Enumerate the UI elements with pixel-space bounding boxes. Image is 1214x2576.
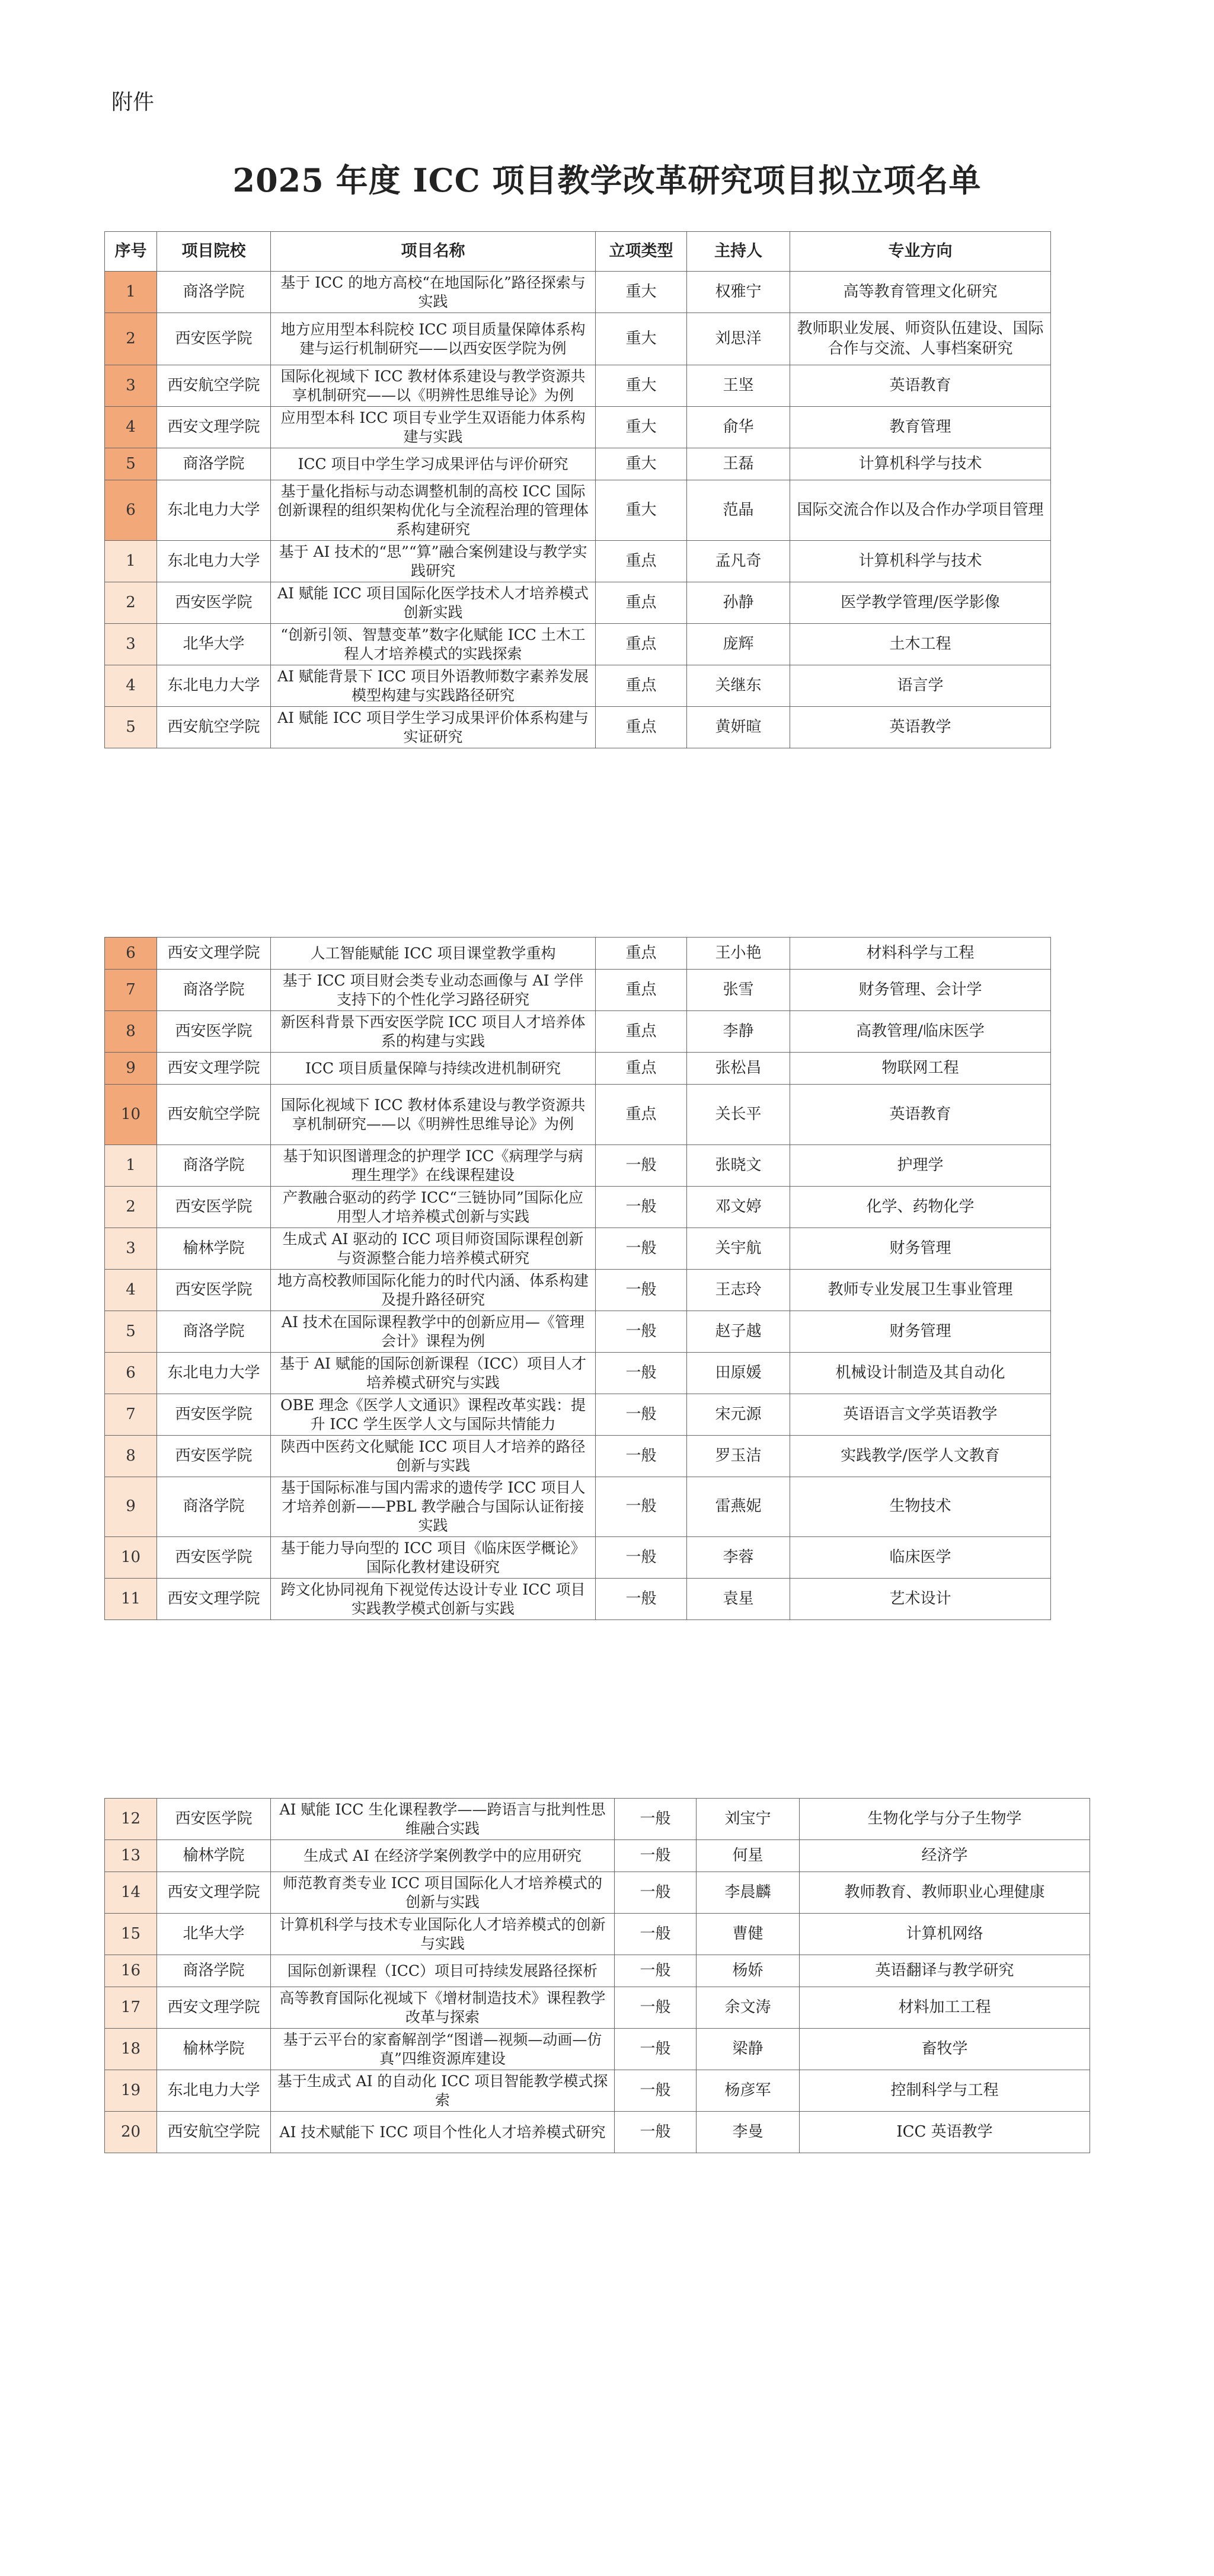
project-type-cell: 重点 bbox=[596, 938, 687, 970]
row-number: 18 bbox=[105, 2029, 157, 2070]
table-row bbox=[105, 365, 1051, 407]
major-cell: 英语教育 bbox=[790, 1085, 1051, 1145]
host-cell: 刘思洋 bbox=[687, 313, 790, 365]
row-number: 6 bbox=[105, 1353, 157, 1394]
row-number: 9 bbox=[105, 1477, 157, 1537]
project-table-part3 bbox=[104, 1798, 1090, 2153]
host-cell: 李蓉 bbox=[687, 1537, 790, 1579]
host-cell: 关继东 bbox=[687, 665, 790, 707]
school-cell: 东北电力大学 bbox=[157, 665, 271, 707]
header-major: 专业方向 bbox=[790, 232, 1051, 272]
project-type-cell: 一般 bbox=[596, 1394, 687, 1436]
table-row bbox=[105, 313, 1051, 365]
major-cell: 机械设计制造及其自动化 bbox=[790, 1353, 1051, 1394]
table-row bbox=[105, 1011, 1051, 1053]
project-type-cell: 重点 bbox=[596, 1053, 687, 1085]
table-body bbox=[105, 1799, 1090, 2153]
project-name-cell: 国际创新课程（ICC）项目可持续发展路径探析 bbox=[271, 1955, 615, 1987]
row-number: 20 bbox=[105, 2112, 157, 2153]
row-number: 3 bbox=[105, 624, 157, 665]
project-name-cell: AI 技术赋能下 ICC 项目个性化人才培养模式研究 bbox=[271, 2112, 615, 2153]
school-cell: 西安航空学院 bbox=[157, 707, 271, 748]
project-name-cell: 基于生成式 AI 的自动化 ICC 项目智能教学模式探索 bbox=[271, 2070, 615, 2112]
row-number: 10 bbox=[105, 1085, 157, 1145]
host-cell: 王志玲 bbox=[687, 1270, 790, 1311]
host-cell: 杨彦军 bbox=[697, 2070, 800, 2112]
row-number: 3 bbox=[105, 365, 157, 407]
table-row bbox=[105, 541, 1051, 582]
host-cell: 俞华 bbox=[687, 407, 790, 448]
table-row bbox=[105, 707, 1051, 748]
row-number: 7 bbox=[105, 970, 157, 1011]
table-row bbox=[105, 2070, 1090, 2112]
host-cell: 王坚 bbox=[687, 365, 790, 407]
project-name-cell: 基于 ICC 项目财会类专业动态画像与 AI 学伴支持下的个性化学习路径研究 bbox=[271, 970, 596, 1011]
major-cell: 教育管理 bbox=[790, 407, 1051, 448]
host-cell: 庞辉 bbox=[687, 624, 790, 665]
project-type-cell: 一般 bbox=[596, 1145, 687, 1187]
school-cell: 榆林学院 bbox=[157, 1840, 271, 1872]
table-row bbox=[105, 582, 1051, 624]
row-number: 5 bbox=[105, 707, 157, 748]
school-cell: 东北电力大学 bbox=[157, 2070, 271, 2112]
major-cell: 教师职业发展、师资队伍建设、国际合作与交流、人事档案研究 bbox=[790, 313, 1051, 365]
table-row bbox=[105, 1872, 1090, 1914]
project-name-cell: 陕西中医药文化赋能 ICC 项目人才培养的路径创新与实践 bbox=[271, 1436, 596, 1477]
school-cell: 商洛学院 bbox=[157, 1955, 271, 1987]
host-cell: 关宇航 bbox=[687, 1228, 790, 1270]
table-row bbox=[105, 1353, 1051, 1394]
project-name-cell: 高等教育国际化视域下《增材制造技术》课程教学改革与探索 bbox=[271, 1987, 615, 2029]
table-row bbox=[105, 1436, 1051, 1477]
row-number: 5 bbox=[105, 1311, 157, 1353]
row-number: 17 bbox=[105, 1987, 157, 2029]
row-number: 4 bbox=[105, 665, 157, 707]
school-cell: 商洛学院 bbox=[157, 1145, 271, 1187]
project-type-cell: 重点 bbox=[596, 582, 687, 624]
project-type-cell: 重大 bbox=[596, 313, 687, 365]
major-cell: 材料科学与工程 bbox=[790, 938, 1051, 970]
host-cell: 关长平 bbox=[687, 1085, 790, 1145]
table-row bbox=[105, 2029, 1090, 2070]
table-row bbox=[105, 1840, 1090, 1872]
major-cell: 土木工程 bbox=[790, 624, 1051, 665]
major-cell: 生物化学与分子生物学 bbox=[800, 1799, 1090, 1840]
table-row bbox=[105, 1987, 1090, 2029]
major-cell: ICC 英语教学 bbox=[800, 2112, 1090, 2153]
major-cell: 国际交流合作以及合作办学项目管理 bbox=[790, 480, 1051, 541]
major-cell: 计算机科学与技术 bbox=[790, 541, 1051, 582]
major-cell: 语言学 bbox=[790, 665, 1051, 707]
school-cell: 东北电力大学 bbox=[157, 1353, 271, 1394]
table-row bbox=[105, 1187, 1051, 1228]
row-number: 1 bbox=[105, 541, 157, 582]
project-type-cell: 重大 bbox=[596, 365, 687, 407]
row-number: 2 bbox=[105, 1187, 157, 1228]
project-type-cell: 一般 bbox=[615, 1987, 697, 2029]
table-row bbox=[105, 1579, 1051, 1620]
major-cell: 生物技术 bbox=[790, 1477, 1051, 1537]
row-number: 19 bbox=[105, 2070, 157, 2112]
major-cell: 教师专业发展卫生事业管理 bbox=[790, 1270, 1051, 1311]
project-type-cell: 一般 bbox=[615, 1955, 697, 1987]
project-name-cell: 新医科背景下西安医学院 ICC 项目人才培养体系的构建与实践 bbox=[271, 1011, 596, 1053]
project-type-cell: 一般 bbox=[615, 1799, 697, 1840]
table-header-row bbox=[105, 232, 1051, 272]
project-type-cell: 一般 bbox=[596, 1187, 687, 1228]
table-row bbox=[105, 665, 1051, 707]
table-row bbox=[105, 938, 1051, 970]
project-name-cell: 跨文化协同视角下视觉传达设计专业 ICC 项目实践教学模式创新与实践 bbox=[271, 1579, 596, 1620]
project-type-cell: 重大 bbox=[596, 272, 687, 313]
table-row bbox=[105, 1477, 1051, 1537]
project-name-cell: 基于国际标准与国内需求的遗传学 ICC 项目人才培养创新——PBL 教学融合与国际认证衔接实践 bbox=[271, 1477, 596, 1537]
row-number: 12 bbox=[105, 1799, 157, 1840]
project-table-part2 bbox=[104, 937, 1051, 1620]
host-cell: 张雪 bbox=[687, 970, 790, 1011]
school-cell: 西安医学院 bbox=[157, 1011, 271, 1053]
major-cell: 艺术设计 bbox=[790, 1579, 1051, 1620]
school-cell: 商洛学院 bbox=[157, 970, 271, 1011]
host-cell: 刘宝宁 bbox=[697, 1799, 800, 1840]
host-cell: 权雅宁 bbox=[687, 272, 790, 313]
table-row bbox=[105, 2112, 1090, 2153]
project-type-cell: 重点 bbox=[596, 1085, 687, 1145]
row-number: 3 bbox=[105, 1228, 157, 1270]
project-name-cell: 产教融合驱动的药学 ICC“三链协同”国际化应用型人才培养模式创新与实践 bbox=[271, 1187, 596, 1228]
project-name-cell: 基于云平台的家畜解剖学“图谱—视频—动画—仿真”四维资源库建设 bbox=[271, 2029, 615, 2070]
row-number: 8 bbox=[105, 1436, 157, 1477]
project-name-cell: 国际化视域下 ICC 教材体系建设与教学资源共享机制研究——以《明辨性思维导论》为例 bbox=[271, 365, 596, 407]
row-number: 1 bbox=[105, 272, 157, 313]
project-name-cell: AI 赋能 ICC 项目学生学习成果评价体系构建与实证研究 bbox=[271, 707, 596, 748]
header-project-name: 项目名称 bbox=[271, 232, 596, 272]
major-cell: 计算机科学与技术 bbox=[790, 448, 1051, 480]
project-name-cell: 人工智能赋能 ICC 项目课堂教学重构 bbox=[271, 938, 596, 970]
row-number: 14 bbox=[105, 1872, 157, 1914]
table-row bbox=[105, 1145, 1051, 1187]
major-cell: 计算机网络 bbox=[800, 1914, 1090, 1955]
school-cell: 西安医学院 bbox=[157, 1537, 271, 1579]
project-name-cell: 地方应用型本科院校 ICC 项目质量保障体系构建与运行机制研究——以西安医学院为例 bbox=[271, 313, 596, 365]
project-name-cell: OBE 理念《医学人文通识》课程改革实践：提升 ICC 学生医学人文与国际共情能力 bbox=[271, 1394, 596, 1436]
school-cell: 西安医学院 bbox=[157, 1436, 271, 1477]
project-name-cell: 基于知识图谱理念的护理学 ICC《病理学与病理生理学》在线课程建设 bbox=[271, 1145, 596, 1187]
table-row bbox=[105, 1085, 1051, 1145]
host-cell: 赵子越 bbox=[687, 1311, 790, 1353]
project-type-cell: 一般 bbox=[615, 2029, 697, 2070]
host-cell: 杨娇 bbox=[697, 1955, 800, 1987]
host-cell: 张晓文 bbox=[687, 1145, 790, 1187]
row-number: 11 bbox=[105, 1579, 157, 1620]
project-type-cell: 一般 bbox=[596, 1436, 687, 1477]
row-number: 4 bbox=[105, 407, 157, 448]
table-row bbox=[105, 1270, 1051, 1311]
project-name-cell: AI 赋能 ICC 生化课程教学——跨语言与批判性思维融合实践 bbox=[271, 1799, 615, 1840]
school-cell: 商洛学院 bbox=[157, 272, 271, 313]
host-cell: 田原媛 bbox=[687, 1353, 790, 1394]
table-row bbox=[105, 1053, 1051, 1085]
school-cell: 东北电力大学 bbox=[157, 480, 271, 541]
host-cell: 范晶 bbox=[687, 480, 790, 541]
row-number: 16 bbox=[105, 1955, 157, 1987]
major-cell: 英语教育 bbox=[790, 365, 1051, 407]
school-cell: 东北电力大学 bbox=[157, 541, 271, 582]
major-cell: 材料加工工程 bbox=[800, 1987, 1090, 2029]
row-number: 6 bbox=[105, 480, 157, 541]
project-type-cell: 一般 bbox=[596, 1537, 687, 1579]
project-name-cell: 计算机科学与技术专业国际化人才培养模式的创新与实践 bbox=[271, 1914, 615, 1955]
row-number: 7 bbox=[105, 1394, 157, 1436]
school-cell: 西安医学院 bbox=[157, 582, 271, 624]
school-cell: 榆林学院 bbox=[157, 1228, 271, 1270]
host-cell: 李晨麟 bbox=[697, 1872, 800, 1914]
header-school: 项目院校 bbox=[157, 232, 271, 272]
annex-label: 附件 bbox=[111, 90, 155, 114]
school-cell: 西安文理学院 bbox=[157, 938, 271, 970]
major-cell: 教师教育、教师职业心理健康 bbox=[800, 1872, 1090, 1914]
row-number: 6 bbox=[105, 938, 157, 970]
major-cell: 实践教学/医学人文教育 bbox=[790, 1436, 1051, 1477]
school-cell: 商洛学院 bbox=[157, 1477, 271, 1537]
page-title: 2025 年度 ICC 项目教学改革研究项目拟立项名单 bbox=[232, 161, 982, 199]
project-name-cell: 基于 AI 赋能的国际创新课程（ICC）项目人才培养模式研究与实践 bbox=[271, 1353, 596, 1394]
row-number: 13 bbox=[105, 1840, 157, 1872]
host-cell: 梁静 bbox=[697, 2029, 800, 2070]
row-number: 2 bbox=[105, 582, 157, 624]
school-cell: 北华大学 bbox=[157, 624, 271, 665]
major-cell: 财务管理、会计学 bbox=[790, 970, 1051, 1011]
major-cell: 护理学 bbox=[790, 1145, 1051, 1187]
project-name-cell: 基于 ICC 的地方高校“在地国际化”路径探索与实践 bbox=[271, 272, 596, 313]
project-name-cell: 基于 AI 技术的“思”“算”融合案例建设与教学实践研究 bbox=[271, 541, 596, 582]
major-cell: 高教管理/临床医学 bbox=[790, 1011, 1051, 1053]
project-type-cell: 一般 bbox=[615, 1914, 697, 1955]
row-number: 4 bbox=[105, 1270, 157, 1311]
major-cell: 经济学 bbox=[800, 1840, 1090, 1872]
project-name-cell: ICC 项目中学生学习成果评估与评价研究 bbox=[271, 448, 596, 480]
school-cell: 商洛学院 bbox=[157, 1311, 271, 1353]
project-type-cell: 一般 bbox=[596, 1270, 687, 1311]
table-body bbox=[105, 938, 1051, 1620]
project-type-cell: 一般 bbox=[615, 2112, 697, 2153]
host-cell: 孟凡奇 bbox=[687, 541, 790, 582]
major-cell: 财务管理 bbox=[790, 1228, 1051, 1270]
host-cell: 袁星 bbox=[687, 1579, 790, 1620]
table-row bbox=[105, 1228, 1051, 1270]
school-cell: 西安文理学院 bbox=[157, 407, 271, 448]
project-name-cell: “创新引领、智慧变革”数字化赋能 ICC 土木工程人才培养模式的实践探索 bbox=[271, 624, 596, 665]
project-type-cell: 一般 bbox=[596, 1228, 687, 1270]
project-type-cell: 重点 bbox=[596, 541, 687, 582]
table-row bbox=[105, 624, 1051, 665]
table-row bbox=[105, 272, 1051, 313]
major-cell: 医学教学管理/医学影像 bbox=[790, 582, 1051, 624]
major-cell: 控制科学与工程 bbox=[800, 2070, 1090, 2112]
project-type-cell: 重大 bbox=[596, 448, 687, 480]
table-row bbox=[105, 407, 1051, 448]
project-type-cell: 重大 bbox=[596, 407, 687, 448]
project-type-cell: 重点 bbox=[596, 1011, 687, 1053]
project-table-part1 bbox=[104, 231, 1051, 748]
row-number: 9 bbox=[105, 1053, 157, 1085]
table-row bbox=[105, 480, 1051, 541]
project-name-cell: 地方高校教师国际化能力的时代内涵、体系构建及提升路径研究 bbox=[271, 1270, 596, 1311]
table-row bbox=[105, 1311, 1051, 1353]
project-name-cell: 生成式 AI 驱动的 ICC 项目师资国际课程创新与资源整合能力培养模式研究 bbox=[271, 1228, 596, 1270]
project-name-cell: 师范教育类专业 ICC 项目国际化人才培养模式的创新与实践 bbox=[271, 1872, 615, 1914]
host-cell: 黄妍暄 bbox=[687, 707, 790, 748]
project-name-cell: AI 赋能 ICC 项目国际化医学技术人才培养模式创新实践 bbox=[271, 582, 596, 624]
row-number: 2 bbox=[105, 313, 157, 365]
header-type: 立项类型 bbox=[596, 232, 687, 272]
major-cell: 财务管理 bbox=[790, 1311, 1051, 1353]
host-cell: 罗玉洁 bbox=[687, 1436, 790, 1477]
school-cell: 西安文理学院 bbox=[157, 1053, 271, 1085]
header-no: 序号 bbox=[105, 232, 157, 272]
project-type-cell: 重点 bbox=[596, 665, 687, 707]
table-row bbox=[105, 1799, 1090, 1840]
table-row bbox=[105, 970, 1051, 1011]
major-cell: 畜牧学 bbox=[800, 2029, 1090, 2070]
project-type-cell: 一般 bbox=[615, 1840, 697, 1872]
project-name-cell: 基于量化指标与动态调整机制的高校 ICC 国际创新课程的组织架构优化与全流程治理的管理体系构建研究 bbox=[271, 480, 596, 541]
project-name-cell: 国际化视域下 ICC 教材体系建设与教学资源共享机制研究——以《明辨性思维导论》为例 bbox=[271, 1085, 596, 1145]
table-row bbox=[105, 1394, 1051, 1436]
row-number: 8 bbox=[105, 1011, 157, 1053]
row-number: 10 bbox=[105, 1537, 157, 1579]
project-type-cell: 一般 bbox=[596, 1353, 687, 1394]
table-row bbox=[105, 1537, 1051, 1579]
school-cell: 西安航空学院 bbox=[157, 2112, 271, 2153]
project-name-cell: AI 赋能背景下 ICC 项目外语教师数字素养发展模型构建与实践路径研究 bbox=[271, 665, 596, 707]
major-cell: 高等教育管理文化研究 bbox=[790, 272, 1051, 313]
table-row bbox=[105, 1914, 1090, 1955]
row-number: 15 bbox=[105, 1914, 157, 1955]
host-cell: 张松昌 bbox=[687, 1053, 790, 1085]
school-cell: 西安医学院 bbox=[157, 1394, 271, 1436]
project-type-cell: 一般 bbox=[596, 1311, 687, 1353]
school-cell: 商洛学院 bbox=[157, 448, 271, 480]
project-type-cell: 重点 bbox=[596, 970, 687, 1011]
host-cell: 余文涛 bbox=[697, 1987, 800, 2029]
table-body bbox=[105, 272, 1051, 748]
major-cell: 英语教学 bbox=[790, 707, 1051, 748]
table-row bbox=[105, 448, 1051, 480]
project-name-cell: ICC 项目质量保障与持续改进机制研究 bbox=[271, 1053, 596, 1085]
major-cell: 临床医学 bbox=[790, 1537, 1051, 1579]
project-type-cell: 重点 bbox=[596, 707, 687, 748]
project-name-cell: AI 技术在国际课程教学中的创新应用—《管理会计》课程为例 bbox=[271, 1311, 596, 1353]
school-cell: 西安文理学院 bbox=[157, 1579, 271, 1620]
major-cell: 英语语言文学英语教学 bbox=[790, 1394, 1051, 1436]
school-cell: 西安航空学院 bbox=[157, 365, 271, 407]
project-type-cell: 一般 bbox=[596, 1579, 687, 1620]
school-cell: 西安文理学院 bbox=[157, 1987, 271, 2029]
host-cell: 孙静 bbox=[687, 582, 790, 624]
header-host: 主持人 bbox=[687, 232, 790, 272]
major-cell: 化学、药物化学 bbox=[790, 1187, 1051, 1228]
project-type-cell: 一般 bbox=[596, 1477, 687, 1537]
row-number: 5 bbox=[105, 448, 157, 480]
school-cell: 北华大学 bbox=[157, 1914, 271, 1955]
project-type-cell: 重大 bbox=[596, 480, 687, 541]
project-type-cell: 一般 bbox=[615, 1872, 697, 1914]
school-cell: 西安医学院 bbox=[157, 1270, 271, 1311]
host-cell: 王磊 bbox=[687, 448, 790, 480]
host-cell: 李曼 bbox=[697, 2112, 800, 2153]
host-cell: 曹健 bbox=[697, 1914, 800, 1955]
project-name-cell: 生成式 AI 在经济学案例教学中的应用研究 bbox=[271, 1840, 615, 1872]
school-cell: 西安医学院 bbox=[157, 1799, 271, 1840]
host-cell: 何星 bbox=[697, 1840, 800, 1872]
host-cell: 李静 bbox=[687, 1011, 790, 1053]
host-cell: 王小艳 bbox=[687, 938, 790, 970]
table-row bbox=[105, 1955, 1090, 1987]
school-cell: 西安医学院 bbox=[157, 313, 271, 365]
project-name-cell: 应用型本科 ICC 项目专业学生双语能力体系构建与实践 bbox=[271, 407, 596, 448]
school-cell: 西安航空学院 bbox=[157, 1085, 271, 1145]
major-cell: 物联网工程 bbox=[790, 1053, 1051, 1085]
host-cell: 邓文婷 bbox=[687, 1187, 790, 1228]
project-type-cell: 一般 bbox=[615, 2070, 697, 2112]
major-cell: 英语翻译与教学研究 bbox=[800, 1955, 1090, 1987]
school-cell: 西安文理学院 bbox=[157, 1872, 271, 1914]
school-cell: 榆林学院 bbox=[157, 2029, 271, 2070]
host-cell: 宋元源 bbox=[687, 1394, 790, 1436]
school-cell: 西安医学院 bbox=[157, 1187, 271, 1228]
row-number: 1 bbox=[105, 1145, 157, 1187]
host-cell: 雷燕妮 bbox=[687, 1477, 790, 1537]
project-type-cell: 重点 bbox=[596, 624, 687, 665]
project-name-cell: 基于能力导向型的 ICC 项目《临床医学概论》国际化教材建设研究 bbox=[271, 1537, 596, 1579]
